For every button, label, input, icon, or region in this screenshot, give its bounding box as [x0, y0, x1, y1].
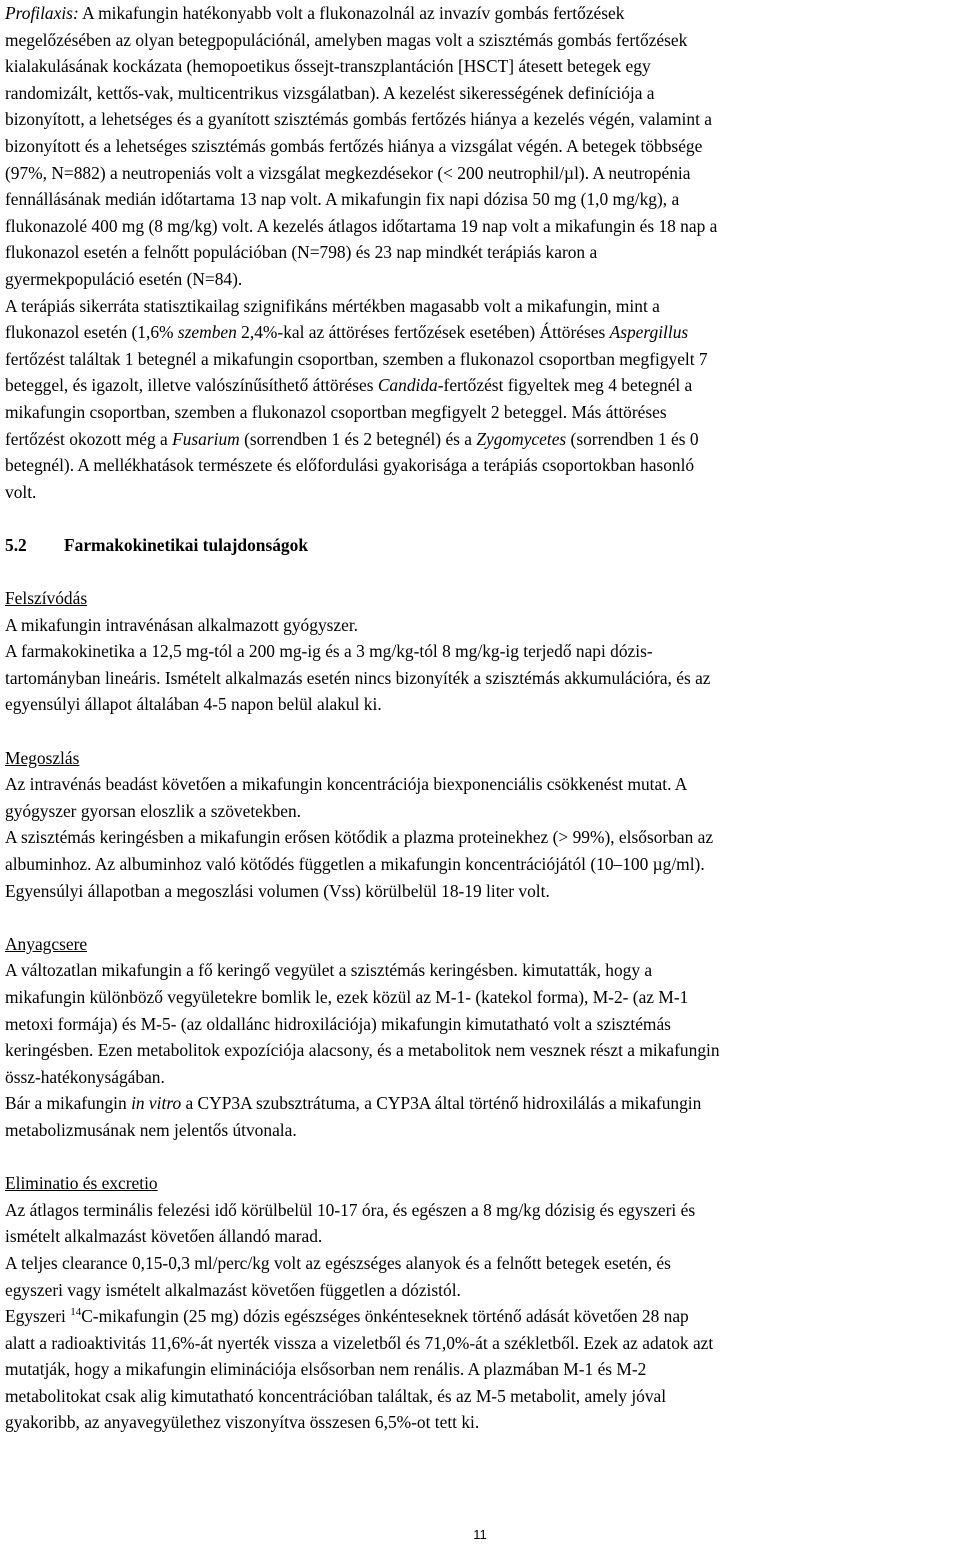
isotope-superscript: 14	[70, 1306, 82, 1319]
anyagcsere-text-a: Bár a mikafungin	[5, 1093, 132, 1114]
anyagcsere-text-b: a CYP3A szubsztrátuma, a CYP3A által történő hidroxilálás a mikafungin metabolizmusának nem jelentős útvonala.	[5, 1093, 702, 1140]
breakthrough-text-b: 2,4%-kal az áttöréses fertőzések esetében) Áttöréses	[236, 322, 610, 343]
spacer	[5, 718, 957, 745]
felszivodas-text: A mikafungin intravénásan alkalmazott gyógyszer. A farmakokinetika a 12,5 mg-tól a 200 mg-ig és a 3 mg/kg-tól 8 mg/kg-ig terjedő napi dózis- tartományban lineáris. Ismételt alkalmazás esetén nincs bizonyíték a szisztémás akkumulációra, és az egyensúlyi állapot általában 4-5 napon belül alakul ki.	[5, 614, 711, 715]
eliminatio-text-a: Egyszeri	[5, 1306, 71, 1327]
spacer	[5, 505, 957, 532]
section-title: Farmakokinetikai tulajdonságok	[64, 534, 308, 555]
breakthrough-text-d: -fertőzést figyeltek meg 4 betegnél a mikafungin csoportban, szemben a flukonazol csoportban megfigyelt 2 beteggel. Más áttöréses fertőzést okozott még a	[5, 375, 693, 449]
profilaxis-paragraph	[5, 0, 957, 293]
breakthrough-italic-zygomycetes: Zygomycetes	[476, 428, 567, 449]
breakthrough-text-c: fertőzést találtak 1 betegnél a mikafungin csoportban, szemben a flukonazol csoportban megfigyelt 7 beteggel, és igazolt, illetve valószínűsíthető áttöréses	[5, 348, 708, 396]
breakthrough-text-e: (sorrendben 1 és 2 betegnél) és a	[239, 428, 477, 449]
anyagcsere-text: A változatlan mikafungin a fő keringő vegyület a szisztémás keringésben. kimutatták, hogy a mikafungin különböző vegyületekre bomlik le, ezek közül az M-1- (katekol forma), M-2- (az M-1 metoxi formája) és M-5- (az oldallánc hidroxilációja) mikafungin kimutatható volt a szisztémás keringésben. Ezen metabolitok expozíciója alacsony, és a metabolitok nem vesznek részt a mikafungin össz-hatékonyságában.	[5, 960, 720, 1087]
page-number: 11	[473, 1527, 487, 1542]
eliminatio-text-b: C-mikafungin (25 mg) dózis egészséges önkénteseknek történő adását követően 28 nap alatt a radioaktivitás 11,6%-át nyerték vissza a vizeletből és 71,0%-át a székletből. Ezek az adatok azt mutatják, hogy a mikafungin eliminációja elsősorban nem renális. A plazmában M-1 és M-2 metabolitokat csak alig kimutatható koncentrációban találtak, és az M-5 metabolit, amely jóval gyakoribb, az anyavegyülethez viszonyítva összesen 6,5%-ot tett ki.	[5, 1306, 714, 1433]
profilaxis-text: A mikafungin hatékonyabb volt a flukonazolnál az invazív gombás fertőzések megelőzésében az olyan betegpopulációnál, amelyben magas volt a szisztémás gombás fertőzések kialakulásának kockázata (hemopoetikus őssejt-transzplantáción [HSCT] átesett betegek egy randomizált, kettős-vak, multicentrikus vizsgálatban). A kezelést sikerességének definíciója a bizonyított, a lehetséges és a gyanított szisztémás gombás fertőzés hiánya a kezelés végén, valamint a bizonyított és a lehetséges szisztémás gombás fertőzés hiánya a vizsgálat végén. A betegek többsége (97%, N=882) a neutropeniás volt a vizsgálat megkezdésekor (< 200 neutrophil/µl). A neutropénia fennállásának medián időtartama 13 nap volt. A mikafungin fix napi dózisa 50 mg (1,0 mg/kg), a flukonazolé 400 mg (8 mg/kg) volt. A kezelés átlagos időtartama 19 nap volt a mikafungin és 18 nap a flukonazol esetén a felnőtt populációban (N=798) és 23 nap mindkét terápiás karon a gyermekpopuláció esetén (N=84).	[5, 3, 718, 289]
section-heading	[5, 532, 957, 559]
breakthrough-paragraph	[5, 293, 957, 506]
breakthrough-italic-szemben: szemben	[177, 322, 237, 343]
anyagcsere-italic-invitro: in vitro	[131, 1093, 182, 1114]
profilaxis-label: Profilaxis:	[5, 3, 79, 23]
spacer	[5, 904, 957, 931]
anyagcsere-heading: Anyagcsere	[5, 933, 88, 954]
megoszlas-text: Az intravénás beadást követően a mikafungin koncentrációja biexponenciális csökkenést mutat. A gyógyszer gyorsan eloszlik a szövetekben. A szisztémás keringésben a mikafungin erősen kötődik a plazma proteinekhez (> 99%), elsősorban az albuminhoz. Az albuminhoz való kötődés független a mikafungin koncentrációjától (10–100 µg/ml). Egyensúlyi állapotban a megoszlási volumen (Vss) körülbelül 18-19 liter volt.	[5, 774, 714, 901]
breakthrough-italic-candida: Candida	[377, 375, 438, 396]
eliminatio-text: Az átlagos terminális felezési idő körülbelül 10-17 óra, és egészen a 8 mg/kg dózisig és egyszeri és ismételt alkalmazást követően állandó marad. A teljes clearance 0,15-0,3 ml/perc/kg volt az egészséges alanyok és a felnőtt betegek esetén, és egyszeri vagy ismételt alkalmazást követően független a dózistól.	[5, 1199, 696, 1300]
breakthrough-italic-fusarium: Fusarium	[172, 428, 240, 449]
document-page	[5, 0, 957, 1436]
section-number: 5.2	[5, 534, 27, 555]
spacer	[5, 1144, 957, 1171]
anyagcsere-invitro-paragraph	[5, 1090, 957, 1143]
breakthrough-text-a: A terápiás sikerráta statisztikailag szignifikáns mértékben magasabb volt a mikafungin, mint a flukonazol esetén (1,6%	[5, 295, 660, 343]
eliminatio-radioactive-paragraph	[5, 1303, 957, 1436]
felszivodas-heading: Felszívódás	[5, 588, 88, 609]
megoszlas-heading: Megoszlás	[5, 747, 80, 768]
eliminatio-heading: Eliminatio és excretio	[5, 1173, 158, 1194]
breakthrough-text-f: (sorrendben 1 és 0 betegnél). A mellékhatások természete és előfordulási gyakorisága a terápiás csoportokban hasonló volt.	[5, 428, 699, 502]
spacer	[5, 558, 957, 585]
breakthrough-italic-aspergillus: Aspergillus	[609, 322, 689, 343]
